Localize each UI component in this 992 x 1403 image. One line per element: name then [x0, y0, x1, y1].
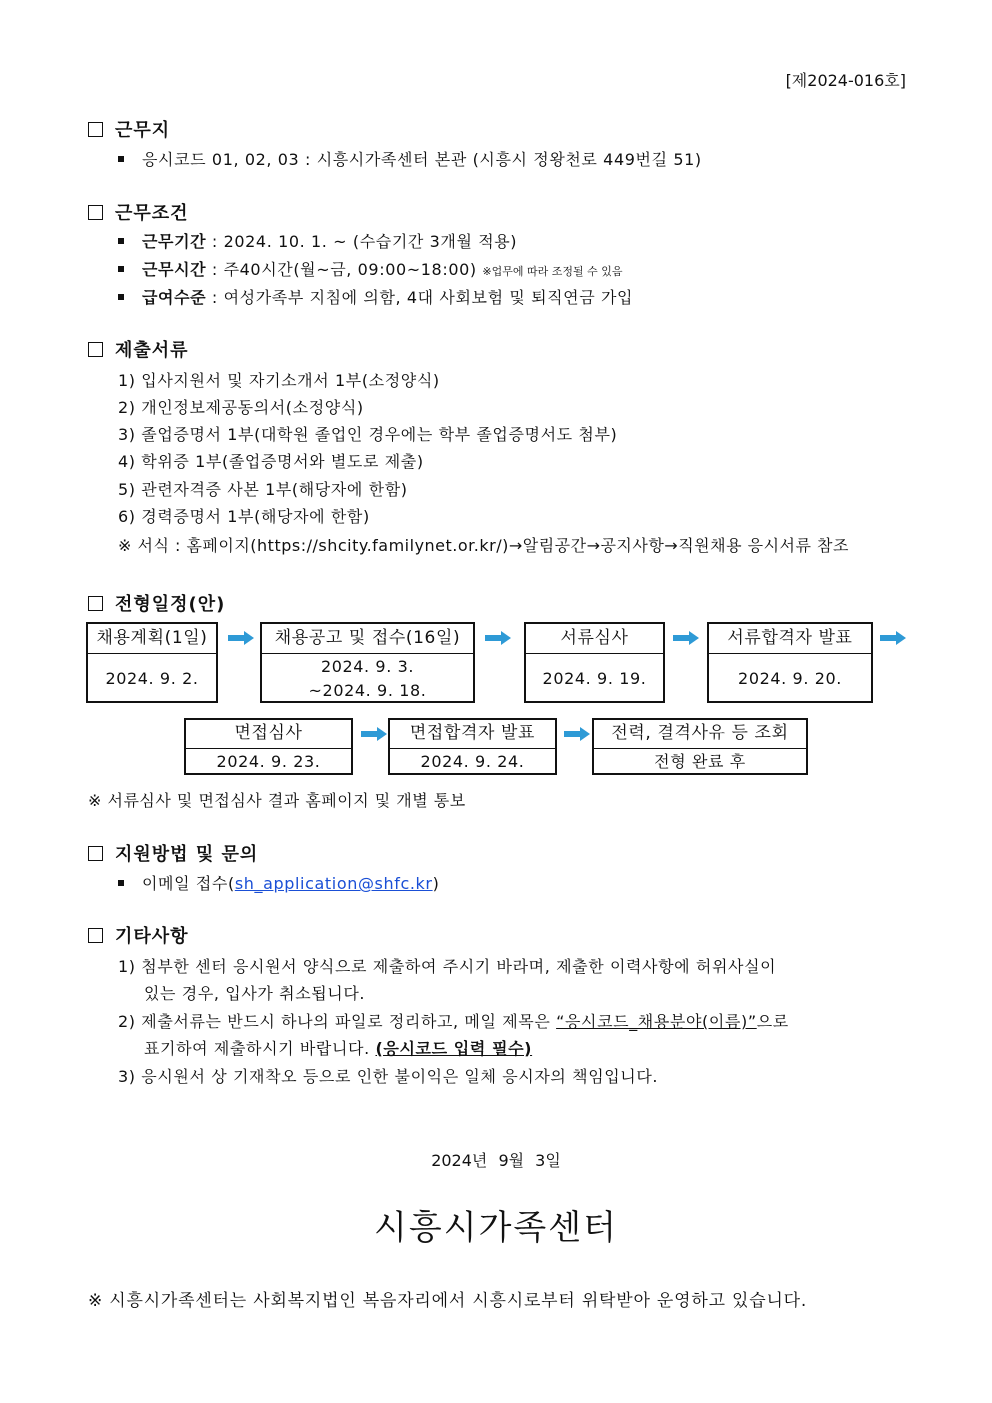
email-link[interactable]: sh_application@shfc.kr — [234, 874, 433, 893]
checkbox-square-icon — [88, 342, 103, 357]
checkbox-square-icon — [88, 205, 103, 220]
square-bullet-icon — [118, 238, 124, 244]
etc-item-2-line-1: 2) 제출서류는 반드시 하나의 파일로 정리하고, 메일 제목은 “응시코드_채용분야(이름)”으로 — [118, 1012, 789, 1031]
schedule-step-plan: 채용계획(1일) 2024. 9. 2. — [86, 622, 218, 703]
schedule-step-doc-result: 서류합격자 발표 2024. 9. 20. — [707, 622, 873, 703]
arrow-right-icon — [880, 631, 906, 645]
apply-email-line: 이메일 접수(sh_application@shfc.kr) — [118, 871, 439, 894]
section-title-conditions: 근무조건 — [88, 199, 189, 225]
arrow-right-icon — [485, 631, 511, 645]
etc-item-3: 3) 응시원서 상 기재착오 등으로 인한 불이익은 일체 응시자의 책임입니다. — [118, 1067, 659, 1086]
section-title-workplace: 근무지 — [88, 116, 170, 142]
checkbox-square-icon — [88, 846, 103, 861]
arrow-right-icon — [564, 727, 590, 741]
workplace-item: 응시코드 01, 02, 03 : 시흥시가족센터 본관 (시흥시 정왕천로 449번길 51) — [118, 147, 702, 170]
checkbox-square-icon — [88, 596, 103, 611]
document-number: [제2024-016호] — [785, 71, 906, 90]
organization-name: 시흥시가족센터 — [374, 1208, 618, 1248]
document-item: 6) 경력증명서 1부(해당자에 한함) — [118, 507, 370, 526]
arrow-right-icon — [228, 631, 254, 645]
document-item: 2) 개인정보제공동의서(소정양식) — [118, 398, 364, 417]
schedule-step-background-check: 전력, 결격사유 등 조회 전형 완료 후 — [592, 718, 808, 775]
document-item: 4) 학위증 1부(졸업증명서와 별도로 제출) — [118, 452, 424, 471]
etc-item-1-line-2: 있는 경우, 입사가 취소됩니다. — [144, 984, 366, 1003]
document-item: 1) 입사지원서 및 자기소개서 1부(소정양식) — [118, 371, 440, 390]
arrow-right-icon — [361, 727, 387, 741]
arrow-right-icon — [673, 631, 699, 645]
etc-item-2-line-2: 표기하여 제출하시기 바랍니다. (응시코드 입력 필수) — [144, 1039, 533, 1058]
section-title-etc: 기타사항 — [88, 922, 189, 948]
document-item: 3) 졸업증명서 1부(대학원 졸업인 경우에는 학부 졸업증명서도 첨부) — [118, 425, 618, 444]
condition-salary: 급여수준 : 여성가족부 지침에 의함, 4대 사회보험 및 퇴직연금 가입 — [118, 285, 633, 308]
document-item: 5) 관련자격증 사본 1부(해당자에 한함) — [118, 480, 408, 499]
section-title-documents: 제출서류 — [88, 336, 189, 362]
issue-date: 2024년 9월 3일 — [431, 1151, 561, 1170]
etc-item-1-line-1: 1) 첨부한 센터 응시원서 양식으로 제출하여 주시기 바라며, 제출한 이력사항에 허위사실이 — [118, 957, 777, 976]
footer-note: ※ 시흥시가족센터는 사회복지법인 복음자리에서 시흥시로부터 위탁받아 운영하고 있습니다. — [88, 1291, 808, 1311]
condition-hours: 근무시간 : 주40시간(월~금, 09:00~18:00) ※업무에 따라 조정될 수 있음 — [118, 257, 623, 280]
documents-note: ※ 서식 : 홈페이지(https://shcity.familynet.or.kr/)→알림공간→공지사항→직원채용 응시서류 참조 — [118, 536, 849, 555]
square-bullet-icon — [118, 880, 124, 886]
condition-period: 근무기간 : 2024. 10. 1. ~ (수습기간 3개월 적용) — [118, 229, 517, 252]
schedule-step-notice: 채용공고 및 접수(16일) 2024. 9. 3. ~2024. 9. 18. — [260, 622, 475, 703]
schedule-step-doc-review: 서류심사 2024. 9. 19. — [524, 622, 665, 703]
square-bullet-icon — [118, 266, 124, 272]
schedule-step-interview: 면접심사 2024. 9. 23. — [184, 718, 353, 775]
checkbox-square-icon — [88, 122, 103, 137]
schedule-note: ※ 서류심사 및 면접심사 결과 홈페이지 및 개별 통보 — [88, 791, 466, 810]
schedule-step-interview-result: 면접합격자 발표 2024. 9. 24. — [388, 718, 557, 775]
square-bullet-icon — [118, 294, 124, 300]
checkbox-square-icon — [88, 928, 103, 943]
section-title-schedule: 전형일정(안) — [88, 590, 225, 616]
section-title-apply: 지원방법 및 문의 — [88, 840, 258, 866]
square-bullet-icon — [118, 156, 124, 162]
